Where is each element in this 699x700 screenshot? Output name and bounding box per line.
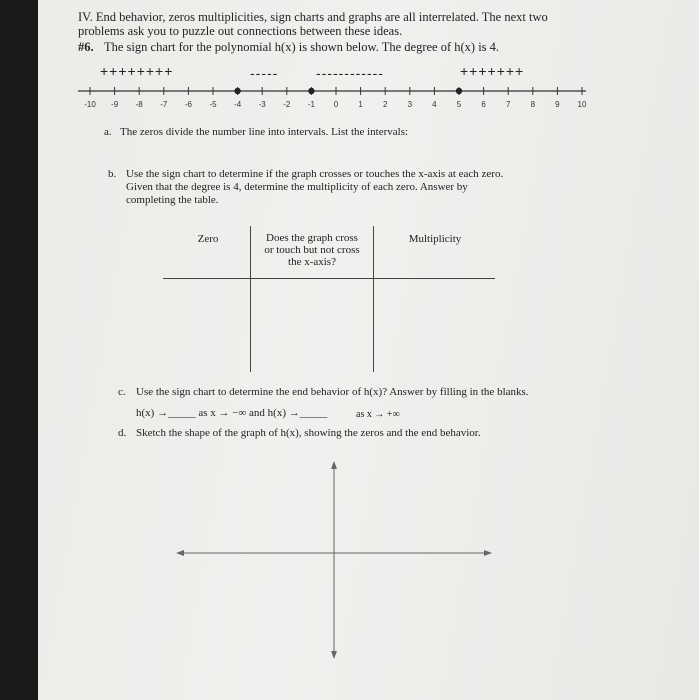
sign-plus-right: +++++++ — [460, 63, 525, 79]
tick-label: -9 — [111, 100, 119, 109]
tick-label: 3 — [407, 100, 413, 109]
tick-label: -3 — [258, 100, 266, 109]
zero-point-dot — [308, 88, 314, 94]
sign-chart-number-line — [38, 80, 699, 120]
tick-label: 2 — [382, 100, 388, 109]
table-header-multiplicity: Multiplicity — [408, 233, 462, 245]
tick-label: -1 — [307, 100, 315, 109]
sign-plus-left: ++++++++ — [100, 63, 174, 79]
tick-label: 0 — [333, 100, 339, 109]
table-header-cross-line-1: Does the graph cross — [266, 232, 358, 244]
problem-label: #6. — [78, 40, 94, 54]
x-axis-right-arrow — [484, 550, 492, 556]
part-b-line-2: Given that the degree is 4, determine the multiplicity of each zero. Answer by — [126, 181, 468, 193]
end-behavior-blanks[interactable]: h(x) →_____ as x → −∞ and h(x) →_____ — [136, 407, 328, 419]
part-d-text: Sketch the shape of the graph of h(x), showing the zeros and the end behavior. — [136, 427, 481, 439]
x-axis-left-arrow — [176, 550, 184, 556]
problem-text: The sign chart for the polynomial h(x) is shown below. The degree of h(x) is 4. — [104, 40, 500, 54]
part-a-text: The zeros divide the number line into intervals. List the intervals: — [120, 126, 409, 138]
tick-label: -6 — [184, 100, 192, 109]
tick-label: 1 — [358, 100, 363, 109]
tick-label: 5 — [456, 100, 462, 109]
part-c-label: c. — [118, 386, 126, 398]
table-divider-right — [373, 226, 374, 372]
worksheet-page — [38, 0, 699, 700]
part-b-line-3: completing the table. — [126, 194, 219, 206]
part-d-label: d. — [118, 427, 127, 439]
table-header-cross-line-3: the x-axis? — [288, 256, 336, 268]
y-axis-down-arrow — [331, 651, 337, 659]
tick-label: 6 — [481, 100, 486, 109]
tick-label: 9 — [555, 100, 560, 109]
tick-label: -4 — [234, 100, 242, 109]
intro-line-2: problems ask you to puzzle out connections between these ideas. — [78, 24, 403, 38]
part-a-label: a. — [104, 126, 112, 138]
tick-label: -5 — [209, 100, 217, 109]
intro-line-1: IV. End behavior, zeros multiplicities, sign charts and graphs are all interrelated. The next two — [78, 10, 548, 24]
table-header-zero: Zero — [197, 233, 219, 245]
tick-label: -8 — [135, 100, 143, 109]
sign-minus-mid-right: ------------ — [316, 65, 384, 81]
tick-label: 4 — [432, 100, 437, 109]
zero-point-dot — [234, 88, 240, 94]
table-header-rule — [163, 278, 495, 279]
table-divider-left — [250, 226, 251, 372]
tick-label: 8 — [530, 100, 536, 109]
part-b-label: b. — [108, 168, 117, 180]
zero-point-dot — [456, 88, 462, 94]
tick-label: -2 — [283, 100, 291, 109]
table-header-cross-touch — [252, 232, 372, 268]
tick-label: 7 — [505, 100, 511, 109]
tick-label: -7 — [160, 100, 168, 109]
table-header-cross-line-2: or touch but not cross — [264, 244, 360, 256]
y-axis-up-arrow — [331, 461, 337, 469]
tick-label: -10 — [84, 100, 96, 109]
sketch-axes[interactable] — [38, 455, 699, 675]
part-b-line-1: Use the sign chart to determine if the graph crosses or touches the x-axis at each zero. — [126, 168, 504, 180]
part-c-text: Use the sign chart to determine the end behavior of h(x)? Answer by filling in the blanks. — [136, 386, 529, 398]
tick-label: 10 — [577, 100, 587, 109]
end-behavior-right: as x → +∞ — [356, 409, 400, 420]
sign-minus-mid-left: ----- — [250, 65, 279, 81]
